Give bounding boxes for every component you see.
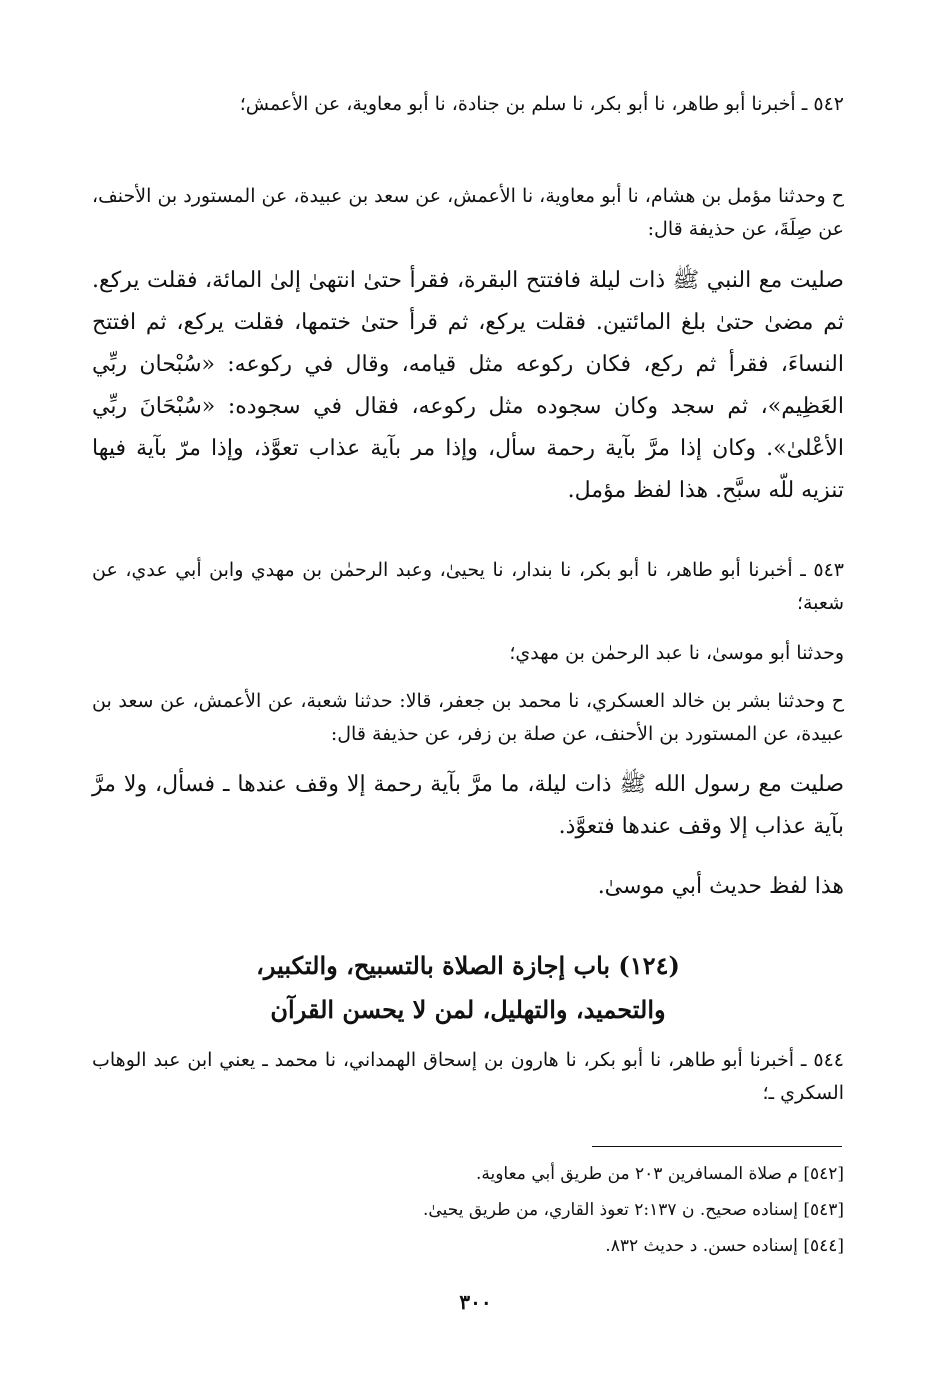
hadith-543-isnad-2: وحدثنا أبو موسىٰ، نا عبد الرحمٰن بن مهدي؛ (509, 642, 844, 664)
hadith-543-matn: صليت مع رسول الله ﷺ ذات ليلة، ما مرَّ بآية رحمة إلا وقف عندها ـ فسأل، ولا مرَّ بآية عذاب إلا وقف عندها فتعوَّذ. (92, 772, 844, 839)
page-number: ٣٠٠ (459, 1290, 492, 1314)
chapter-heading-line-1: (١٢٤) باب إجازة الصلاة بالتسبيح، والتكبير، (256, 951, 680, 980)
footnote-543: [٥٤٣] إسناده صحيح. ن ٢:١٣٧ تعوذ القاري، من طريق يحيىٰ. (423, 1200, 844, 1220)
hadith-542-isnad-2: ح وحدثنا مؤمل بن هشام، نا أبو معاوية، نا الأعمش، عن سعد بن عبيدة، عن المستورد بن الأحنف، عن صِلَةَ، عن حذيفة قال: (92, 185, 844, 240)
footnote-separator (592, 1146, 842, 1147)
hadith-543-isnad: ٥٤٣ ـ أخبرنا أبو طاهر، نا أبو بكر، نا بندار، نا يحيىٰ، وعبد الرحمٰن بن مهدي وابن أبي عدي، عن شعبة؛ (92, 559, 844, 614)
hadith-542-matn: صليت مع النبي ﷺ ذات ليلة فافتتح البقرة، فقرأ حتىٰ انتهىٰ إلىٰ المائة، فقلت يركع. ثم مضىٰ حتىٰ بلغ المائتين. فقلت يركع، ثم قرأ حتىٰ ختمها، فقلت يركع، ثم افتتح النساءَ، فقرأ ثم ركع، فكان ركوعه مثل قيامه، وقال في ركوعه: «سُبْحان ربِّي العَظِيم»، ثم سجد وكان سجوده مثل ركوعه، فقال في سجوده: «سُبْحَانَ ربِّي الأعْلىٰ». وكان إذا مرَّ بآية رحمة سأل، وإذا مر بآية عذاب تعوَّذ، وإذا مرّ بآية فيها تنزيه للّه سبَّح. هذا لفظ مؤمل. (92, 268, 844, 503)
footnote-544: [٥٤٤] إسناده حسن. د حديث ٨٣٢. (605, 1236, 844, 1256)
hadith-544-isnad: ٥٤٤ ـ أخبرنا أبو طاهر، نا أبو بكر، نا هارون بن إسحاق الهمداني، نا محمد ـ يعني ابن عبد الوهاب السكري ـ؛ (92, 1049, 844, 1104)
chapter-heading-line-2: والتحميد، والتهليل، لمن لا يحسن القرآن (270, 995, 666, 1024)
footnote-542: [٥٤٢] م صلاة المسافرين ٢٠٣ من طريق أبي معاوية. (475, 1164, 844, 1184)
hadith-543-note: هذا لفظ حديث أبي موسىٰ. (597, 874, 844, 899)
hadith-542-isnad: ٥٤٢ ـ أخبرنا أبو طاهر، نا أبو بكر، نا سلم بن جنادة، نا أبو معاوية، عن الأعمش؛ (239, 93, 844, 115)
hadith-543-isnad-3: ح وحدثنا بشر بن خالد العسكري، نا محمد بن جعفر، قالا: حدثنا شعبة، عن الأعمش، عن سعد بن عبيدة، عن المستورد بن الأحنف، عن صلة بن زفر، عن حذيفة قال: (92, 690, 844, 745)
